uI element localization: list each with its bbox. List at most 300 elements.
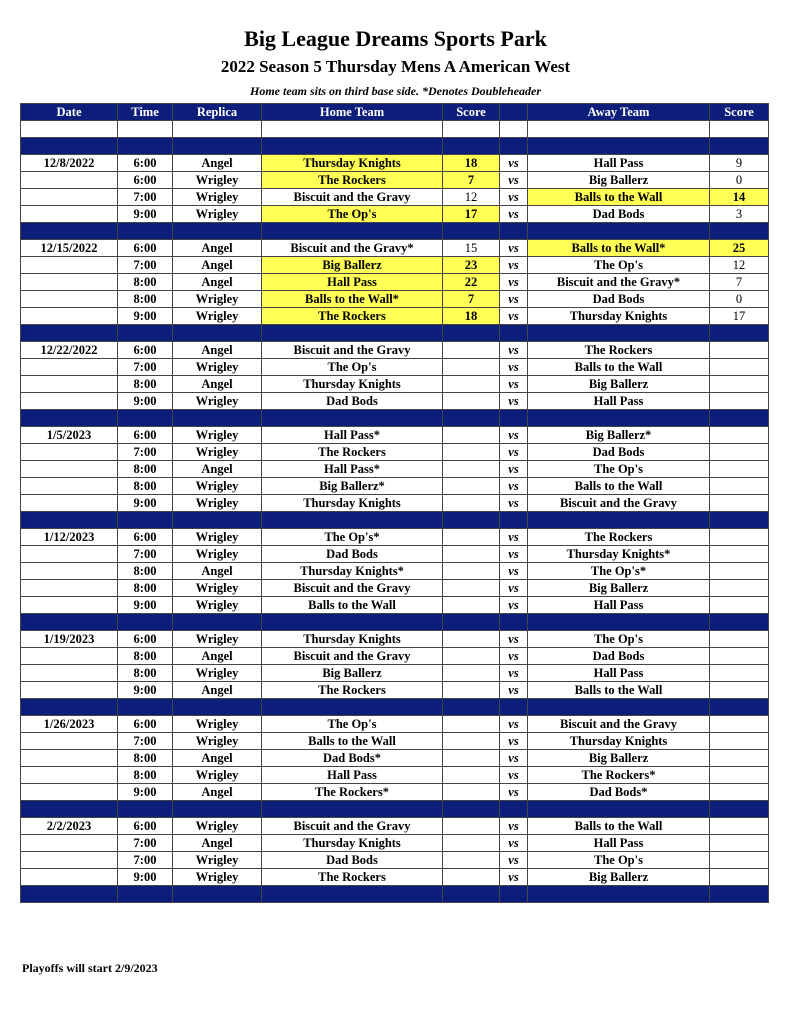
week-separator-cell (710, 223, 769, 240)
away-team: Big Ballerz* (528, 427, 710, 444)
week-separator (21, 699, 769, 716)
game-field: Wrigley (173, 495, 262, 512)
away-score (710, 478, 769, 495)
home-team: Biscuit and the Gravy (262, 342, 443, 359)
table-row (21, 682, 769, 699)
game-time: 7:00 (118, 444, 173, 461)
week-separator (21, 886, 769, 903)
home-team: Hall Pass* (262, 461, 443, 478)
week-separator-cell (118, 325, 173, 342)
table-row (21, 274, 769, 291)
week-separator-cell (118, 410, 173, 427)
game-field: Wrigley (173, 818, 262, 835)
away-team: Dad Bods (528, 291, 710, 308)
spacer-row-cell (118, 121, 173, 138)
vs-label: vs (500, 852, 528, 869)
week-separator-cell (528, 886, 710, 903)
home-team: Balls to the Wall (262, 597, 443, 614)
vs-label: vs (500, 784, 528, 801)
home-team: Biscuit and the Gravy* (262, 240, 443, 257)
playoffs-note: Playoffs will start 2/9/2023 (22, 961, 158, 975)
home-score: 23 (443, 257, 500, 274)
home-score (443, 648, 500, 665)
week-separator-cell (710, 138, 769, 155)
vs-label: vs (500, 478, 528, 495)
table-row (21, 257, 769, 274)
spacer-row-cell (173, 121, 262, 138)
away-team: Balls to the Wall (528, 478, 710, 495)
spacer-row-cell (528, 121, 710, 138)
away-score (710, 818, 769, 835)
vs-label: vs (500, 274, 528, 291)
away-team: Balls to the Wall (528, 189, 710, 206)
game-date (21, 665, 118, 682)
week-separator-cell (118, 614, 173, 631)
game-date (21, 376, 118, 393)
vs-label: vs (500, 155, 528, 172)
week-separator-cell (443, 886, 500, 903)
game-time: 7:00 (118, 546, 173, 563)
away-score (710, 427, 769, 444)
table-row (21, 444, 769, 461)
game-date (21, 750, 118, 767)
game-time: 7:00 (118, 852, 173, 869)
game-date (21, 308, 118, 325)
home-team: The Rockers* (262, 784, 443, 801)
home-score (443, 750, 500, 767)
vs-label: vs (500, 257, 528, 274)
column-header-away-team: Away Team (528, 104, 710, 121)
home-team: Hall Pass* (262, 427, 443, 444)
home-score (443, 682, 500, 699)
week-separator-cell (262, 886, 443, 903)
away-score (710, 835, 769, 852)
spacer-row-cell (262, 121, 443, 138)
week-separator-cell (443, 325, 500, 342)
away-team: Balls to the Wall (528, 818, 710, 835)
game-field: Angel (173, 257, 262, 274)
game-date: 1/12/2023 (21, 529, 118, 546)
week-separator-cell (118, 801, 173, 818)
home-team: The Rockers (262, 682, 443, 699)
away-score (710, 342, 769, 359)
home-team: The Rockers (262, 869, 443, 886)
game-date (21, 648, 118, 665)
week-separator-cell (528, 410, 710, 427)
game-date (21, 597, 118, 614)
away-score: 17 (710, 308, 769, 325)
game-field: Wrigley (173, 308, 262, 325)
week-separator-cell (528, 699, 710, 716)
game-date (21, 359, 118, 376)
game-date (21, 852, 118, 869)
away-team: Hall Pass (528, 835, 710, 852)
home-team: Biscuit and the Gravy (262, 580, 443, 597)
home-score (443, 767, 500, 784)
week-separator-cell (500, 614, 528, 631)
game-field: Wrigley (173, 206, 262, 223)
game-field: Angel (173, 461, 262, 478)
game-date: 12/15/2022 (21, 240, 118, 257)
week-separator-cell (443, 223, 500, 240)
away-score: 14 (710, 189, 769, 206)
game-time: 9:00 (118, 784, 173, 801)
vs-label: vs (500, 444, 528, 461)
away-team: Big Ballerz (528, 869, 710, 886)
game-field: Wrigley (173, 189, 262, 206)
game-date (21, 444, 118, 461)
schedule-table (20, 103, 769, 903)
away-score (710, 461, 769, 478)
home-score (443, 631, 500, 648)
game-field: Angel (173, 155, 262, 172)
game-time: 8:00 (118, 665, 173, 682)
week-separator (21, 223, 769, 240)
home-score (443, 393, 500, 410)
week-separator-cell (262, 801, 443, 818)
away-team: Thursday Knights (528, 308, 710, 325)
vs-label: vs (500, 206, 528, 223)
week-separator-cell (173, 223, 262, 240)
home-score: 22 (443, 274, 500, 291)
away-team: Thursday Knights* (528, 546, 710, 563)
table-row (21, 393, 769, 410)
game-date (21, 189, 118, 206)
away-score (710, 597, 769, 614)
home-score (443, 495, 500, 512)
game-date: 1/19/2023 (21, 631, 118, 648)
away-score (710, 359, 769, 376)
week-separator-cell (528, 223, 710, 240)
game-field: Wrigley (173, 444, 262, 461)
away-score (710, 648, 769, 665)
away-score (710, 444, 769, 461)
game-date: 12/22/2022 (21, 342, 118, 359)
table-row (21, 869, 769, 886)
week-separator-cell (500, 223, 528, 240)
week-separator-cell (528, 512, 710, 529)
away-score (710, 580, 769, 597)
week-separator-cell (21, 138, 118, 155)
game-time: 6:00 (118, 631, 173, 648)
week-separator-cell (118, 223, 173, 240)
week-separator-cell (21, 325, 118, 342)
vs-label: vs (500, 308, 528, 325)
game-date (21, 495, 118, 512)
week-separator-cell (173, 512, 262, 529)
home-score: 15 (443, 240, 500, 257)
home-score (443, 478, 500, 495)
week-separator-cell (21, 699, 118, 716)
game-time: 8:00 (118, 478, 173, 495)
table-row (21, 376, 769, 393)
game-time: 7:00 (118, 359, 173, 376)
away-score: 0 (710, 291, 769, 308)
week-separator-cell (173, 138, 262, 155)
game-field: Angel (173, 784, 262, 801)
week-separator-cell (173, 801, 262, 818)
week-separator-cell (262, 512, 443, 529)
table-row (21, 597, 769, 614)
home-score (443, 784, 500, 801)
table-row (21, 563, 769, 580)
week-separator-cell (262, 325, 443, 342)
week-separator-cell (710, 699, 769, 716)
game-time: 6:00 (118, 529, 173, 546)
home-score (443, 342, 500, 359)
away-team: Hall Pass (528, 393, 710, 410)
page-title: Big League Dreams Sports Park (244, 26, 547, 51)
game-time: 7:00 (118, 257, 173, 274)
week-separator-cell (500, 512, 528, 529)
away-score (710, 682, 769, 699)
game-field: Wrigley (173, 478, 262, 495)
doubleheader-note: Home team sits on third base side. *Denotes Doubleheader (250, 84, 541, 98)
game-field: Angel (173, 376, 262, 393)
vs-label: vs (500, 563, 528, 580)
home-team: Big Ballerz (262, 257, 443, 274)
home-team: The Rockers (262, 172, 443, 189)
game-field: Wrigley (173, 716, 262, 733)
away-score (710, 750, 769, 767)
table-row (21, 155, 769, 172)
week-separator-cell (443, 138, 500, 155)
vs-label: vs (500, 172, 528, 189)
home-score (443, 852, 500, 869)
away-team: Biscuit and the Gravy (528, 716, 710, 733)
home-score: 17 (443, 206, 500, 223)
game-time: 6:00 (118, 427, 173, 444)
vs-label: vs (500, 342, 528, 359)
table-row (21, 529, 769, 546)
vs-label: vs (500, 461, 528, 478)
week-separator-cell (173, 325, 262, 342)
home-score: 7 (443, 172, 500, 189)
away-score: 3 (710, 206, 769, 223)
page-subtitle: 2022 Season 5 Thursday Mens A American West (220, 57, 571, 76)
home-score: 18 (443, 155, 500, 172)
home-score (443, 818, 500, 835)
away-score (710, 393, 769, 410)
spacer-row-cell (500, 121, 528, 138)
game-time: 8:00 (118, 291, 173, 308)
away-team: Dad Bods (528, 648, 710, 665)
vs-label: vs (500, 495, 528, 512)
home-team: The Rockers (262, 308, 443, 325)
home-team: The Rockers (262, 444, 443, 461)
vs-label: vs (500, 631, 528, 648)
game-date (21, 563, 118, 580)
away-team: Dad Bods (528, 444, 710, 461)
game-time: 7:00 (118, 733, 173, 750)
column-header-away-score: Score (710, 104, 769, 121)
home-team: Balls to the Wall (262, 733, 443, 750)
away-team: Hall Pass (528, 597, 710, 614)
header-row (21, 104, 769, 121)
home-team: Thursday Knights (262, 376, 443, 393)
vs-label: vs (500, 767, 528, 784)
week-separator-cell (710, 801, 769, 818)
game-time: 9:00 (118, 597, 173, 614)
game-time: 8:00 (118, 767, 173, 784)
table-row (21, 342, 769, 359)
week-separator (21, 410, 769, 427)
game-field: Angel (173, 274, 262, 291)
home-team: The Op's (262, 359, 443, 376)
home-team: Biscuit and the Gravy (262, 818, 443, 835)
home-team: Biscuit and the Gravy (262, 189, 443, 206)
week-separator (21, 512, 769, 529)
game-field: Angel (173, 750, 262, 767)
week-separator-cell (443, 512, 500, 529)
game-date (21, 733, 118, 750)
table-row (21, 852, 769, 869)
week-separator-cell (528, 614, 710, 631)
away-score (710, 716, 769, 733)
game-date: 1/5/2023 (21, 427, 118, 444)
table-row (21, 546, 769, 563)
vs-label: vs (500, 427, 528, 444)
week-separator-cell (21, 512, 118, 529)
home-score (443, 529, 500, 546)
away-score (710, 767, 769, 784)
week-separator (21, 614, 769, 631)
game-date (21, 172, 118, 189)
game-time: 9:00 (118, 206, 173, 223)
away-score (710, 546, 769, 563)
table-row (21, 495, 769, 512)
vs-label: vs (500, 665, 528, 682)
home-team: Dad Bods (262, 852, 443, 869)
game-time: 8:00 (118, 563, 173, 580)
week-separator-cell (262, 138, 443, 155)
week-separator-cell (262, 699, 443, 716)
vs-label: vs (500, 580, 528, 597)
vs-label: vs (500, 189, 528, 206)
table-row (21, 665, 769, 682)
game-field: Wrigley (173, 631, 262, 648)
column-header-home-team: Home Team (262, 104, 443, 121)
away-team: The Rockers (528, 342, 710, 359)
game-date (21, 206, 118, 223)
away-team: The Rockers* (528, 767, 710, 784)
home-score (443, 716, 500, 733)
week-separator-cell (173, 886, 262, 903)
game-date (21, 767, 118, 784)
week-separator-cell (21, 410, 118, 427)
game-date (21, 546, 118, 563)
week-separator-cell (710, 614, 769, 631)
game-date (21, 784, 118, 801)
week-separator-cell (500, 699, 528, 716)
game-time: 7:00 (118, 189, 173, 206)
game-field: Wrigley (173, 172, 262, 189)
game-field: Angel (173, 682, 262, 699)
home-team: Thursday Knights (262, 835, 443, 852)
away-score: 0 (710, 172, 769, 189)
game-field: Wrigley (173, 597, 262, 614)
week-separator-cell (500, 886, 528, 903)
home-team: The Op's (262, 206, 443, 223)
game-time: 7:00 (118, 835, 173, 852)
home-team: Dad Bods (262, 393, 443, 410)
table-row (21, 716, 769, 733)
week-separator-cell (173, 699, 262, 716)
game-field: Wrigley (173, 852, 262, 869)
game-field: Angel (173, 648, 262, 665)
vs-label: vs (500, 291, 528, 308)
week-separator-cell (443, 614, 500, 631)
week-separator-cell (528, 138, 710, 155)
vs-label: vs (500, 733, 528, 750)
away-team: Balls to the Wall (528, 359, 710, 376)
away-score (710, 852, 769, 869)
home-team: The Op's (262, 716, 443, 733)
home-score (443, 461, 500, 478)
game-field: Wrigley (173, 733, 262, 750)
game-date (21, 682, 118, 699)
game-time: 9:00 (118, 495, 173, 512)
away-score (710, 631, 769, 648)
home-team: Big Ballerz (262, 665, 443, 682)
away-team: The Op's (528, 461, 710, 478)
column-header-home-score: Score (443, 104, 500, 121)
week-separator-cell (173, 614, 262, 631)
away-team: The Op's* (528, 563, 710, 580)
away-team: Biscuit and the Gravy* (528, 274, 710, 291)
spacer-row-cell (710, 121, 769, 138)
away-score: 12 (710, 257, 769, 274)
game-field: Wrigley (173, 580, 262, 597)
week-separator-cell (528, 801, 710, 818)
home-team: Hall Pass (262, 767, 443, 784)
week-separator-cell (262, 614, 443, 631)
game-field: Wrigley (173, 529, 262, 546)
table-row (21, 206, 769, 223)
away-team: Thursday Knights (528, 733, 710, 750)
away-score: 25 (710, 240, 769, 257)
away-score (710, 784, 769, 801)
game-date (21, 274, 118, 291)
vs-label: vs (500, 240, 528, 257)
game-field: Wrigley (173, 546, 262, 563)
week-separator-cell (500, 801, 528, 818)
table-row (21, 631, 769, 648)
table-row (21, 818, 769, 835)
table-row (21, 784, 769, 801)
home-score (443, 359, 500, 376)
week-separator-cell (710, 325, 769, 342)
game-field: Wrigley (173, 359, 262, 376)
week-separator-cell (500, 138, 528, 155)
home-score: 12 (443, 189, 500, 206)
week-separator (21, 801, 769, 818)
away-team: Balls to the Wall (528, 682, 710, 699)
game-time: 8:00 (118, 461, 173, 478)
home-team: Big Ballerz* (262, 478, 443, 495)
home-team: Thursday Knights* (262, 563, 443, 580)
game-date (21, 257, 118, 274)
home-team: Dad Bods* (262, 750, 443, 767)
vs-label: vs (500, 648, 528, 665)
game-field: Angel (173, 240, 262, 257)
home-score (443, 580, 500, 597)
column-header-replica: Replica (173, 104, 262, 121)
week-separator-cell (710, 512, 769, 529)
game-field: Angel (173, 835, 262, 852)
game-field: Wrigley (173, 665, 262, 682)
table-row (21, 835, 769, 852)
